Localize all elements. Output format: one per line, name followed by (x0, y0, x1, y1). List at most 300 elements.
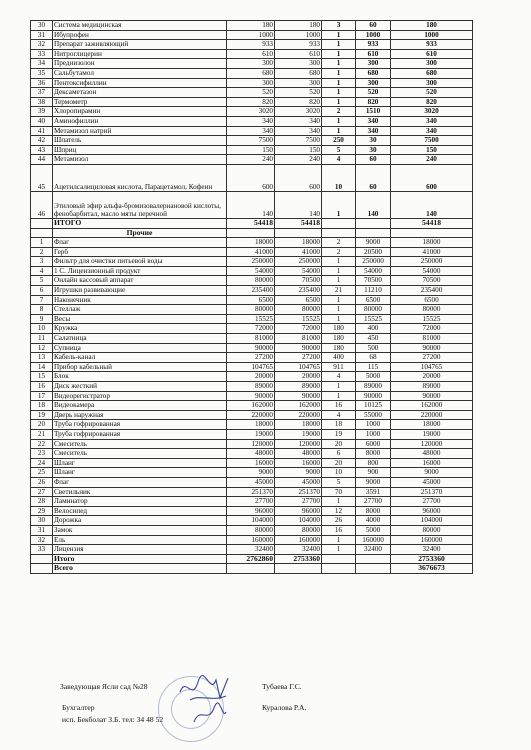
item-name: Прибор кабельный (53, 362, 227, 372)
table-row (31, 286, 473, 296)
planned-amount: 80000 (227, 276, 275, 286)
sum-amount: 27700 (391, 497, 473, 507)
item-name: Сальбутамол (53, 68, 227, 78)
table-row (31, 78, 473, 88)
item-name: Препарат заживляющий (53, 40, 227, 50)
unit-price: 30 (356, 145, 391, 155)
grand-total-label: Всего (53, 564, 227, 574)
sum-amount: 16000 (391, 458, 473, 468)
quantity: 1 (322, 88, 356, 98)
row-number: 37 (31, 88, 53, 98)
actual-amount: 54000 (275, 266, 322, 276)
total-planned: 2762860 (227, 554, 275, 564)
sum-amount: 32400 (391, 545, 473, 555)
actual-amount: 48000 (275, 449, 322, 459)
table-row (31, 487, 473, 497)
item-name: Шланг (53, 468, 227, 478)
actual-amount: 96000 (275, 506, 322, 516)
item-name: Фильтр для очистки питьевой воды (53, 257, 227, 267)
planned-amount: 140 (227, 191, 275, 218)
sum-amount: 120000 (391, 439, 473, 449)
item-name: Ацетилсалициловая кислота, Парацетамол, Кофеин (53, 164, 227, 191)
row-number: 45 (31, 164, 53, 191)
planned-amount: 340 (227, 116, 275, 126)
quantity: 2 (322, 247, 356, 257)
planned-amount: 18000 (227, 420, 275, 430)
quantity: 70 (322, 487, 356, 497)
actual-amount: 72000 (275, 324, 322, 334)
quantity: 1 (322, 116, 356, 126)
unit-price: 9000 (356, 477, 391, 487)
actual-amount: 70500 (275, 276, 322, 286)
unit-price: 3591 (356, 487, 391, 497)
sum-amount: 820 (391, 97, 473, 107)
sum-amount: 80000 (391, 305, 473, 315)
item-name: Метамизол (53, 155, 227, 165)
planned-amount: 48000 (227, 449, 275, 459)
sum-amount: 610 (391, 49, 473, 59)
row-number: 10 (31, 324, 53, 334)
table-row (31, 247, 473, 257)
actual-amount: 6500 (275, 295, 322, 305)
executor-contact: исп. Бекболат З.Б. тел: 34 48 52 (62, 715, 164, 724)
total-price (356, 554, 391, 564)
total-quantity (322, 554, 356, 564)
unit-price: 80000 (356, 305, 391, 315)
table-row (31, 88, 473, 98)
accountant-title: Бухгалтер (62, 703, 95, 712)
item-name: Хлоропирамин (53, 107, 227, 117)
sum-amount: 54000 (391, 266, 473, 276)
unit-price: 5000 (356, 372, 391, 382)
actual-amount: 32400 (275, 545, 322, 555)
item-name: Флаг (53, 238, 227, 248)
item-name: Видеорегистратор (53, 391, 227, 401)
row-number: 22 (31, 439, 53, 449)
row-number: 27 (31, 487, 53, 497)
actual-amount: 180 (275, 21, 322, 31)
row-number: 26 (31, 477, 53, 487)
row-number: 24 (31, 458, 53, 468)
item-name: Пентоксифиллин (53, 78, 227, 88)
actual-amount: 19000 (275, 429, 322, 439)
unit-price: 5000 (356, 525, 391, 535)
table-row (31, 468, 473, 478)
planned-amount: 610 (227, 49, 275, 59)
item-name: Светильник (53, 487, 227, 497)
row-number: 19 (31, 410, 53, 420)
actual-amount: 15525 (275, 314, 322, 324)
item-name: Флаг (53, 477, 227, 487)
row-number: 5 (31, 276, 53, 286)
table-row (31, 97, 473, 107)
table-row (31, 145, 473, 155)
planned-amount: 933 (227, 40, 275, 50)
unit-price: 27700 (356, 497, 391, 507)
table-row (31, 191, 473, 218)
row-number: 40 (31, 116, 53, 126)
quantity: 1 (322, 126, 356, 136)
row-number: 23 (31, 449, 53, 459)
head-title: Заведующая Ясли сад №28 (60, 682, 148, 691)
quantity: 1 (322, 30, 356, 40)
grand-total-quantity (322, 564, 356, 574)
subtotal-actual: 54418 (275, 218, 322, 228)
quantity: 4 (322, 155, 356, 165)
planned-amount: 27700 (227, 497, 275, 507)
row-number (31, 218, 53, 228)
quantity: 6 (322, 449, 356, 459)
quantity: 1 (322, 97, 356, 107)
table-row (31, 458, 473, 468)
sum-amount: 520 (391, 88, 473, 98)
quantity: 1 (322, 78, 356, 88)
unit-price: 54000 (356, 266, 391, 276)
sum-amount: 251370 (391, 487, 473, 497)
row-number: 41 (31, 126, 53, 136)
actual-amount: 160000 (275, 535, 322, 545)
unit-price: 9000 (356, 238, 391, 248)
head-name: Тубаева Г.С. (262, 682, 302, 691)
actual-amount: 140 (275, 191, 322, 218)
sum-amount: 81000 (391, 334, 473, 344)
unit-price: 11210 (356, 286, 391, 296)
quantity: 1 (322, 68, 356, 78)
sum-amount: 9000 (391, 468, 473, 478)
actual-amount: 610 (275, 49, 322, 59)
actual-amount: 340 (275, 126, 322, 136)
quantity: 2 (322, 107, 356, 117)
item-name: Блок (53, 372, 227, 382)
sum-amount: 1000 (391, 30, 473, 40)
table-row (31, 136, 473, 146)
unit-price: 340 (356, 126, 391, 136)
grand-total-planned (227, 564, 275, 574)
planned-amount: 45000 (227, 477, 275, 487)
quantity: 4 (322, 410, 356, 420)
quantity: 2 (322, 238, 356, 248)
item-name: Дверь наружная (53, 410, 227, 420)
item-name: Метамизол натрий (53, 126, 227, 136)
actual-amount: 820 (275, 97, 322, 107)
table-row (31, 343, 473, 353)
planned-amount: 89000 (227, 382, 275, 392)
unit-price: 8000 (356, 506, 391, 516)
item-name: Супница (53, 343, 227, 353)
row-number: 15 (31, 372, 53, 382)
quantity: 1 (322, 191, 356, 218)
item-name: Лицензия (53, 545, 227, 555)
actual-amount: 89000 (275, 382, 322, 392)
table-row (31, 107, 473, 117)
quantity: 1 (322, 314, 356, 324)
quantity: 1 (322, 295, 356, 305)
quantity: 1 (322, 40, 356, 50)
quantity: 180 (322, 343, 356, 353)
planned-amount: 104765 (227, 362, 275, 372)
unit-price: 300 (356, 78, 391, 88)
quantity: 12 (322, 506, 356, 516)
grand-total-row (31, 564, 473, 574)
sum-amount: 48000 (391, 449, 473, 459)
table-row (31, 40, 473, 50)
actual-amount: 220000 (275, 410, 322, 420)
actual-amount: 150 (275, 145, 322, 155)
sum-amount: 162000 (391, 401, 473, 411)
item-name: Смеситель (53, 439, 227, 449)
quantity: 21 (322, 286, 356, 296)
quantity: 16 (322, 525, 356, 535)
item-name: Герб (53, 247, 227, 257)
row-number: 7 (31, 295, 53, 305)
item-name: Онлайн кассовый аппарат (53, 276, 227, 286)
actual-amount: 520 (275, 88, 322, 98)
table-row (31, 535, 473, 545)
row-number: 32 (31, 40, 53, 50)
expense-table (30, 20, 473, 574)
unit-price: 10125 (356, 401, 391, 411)
item-name: Дорожка (53, 516, 227, 526)
row-number (31, 554, 53, 564)
actual-amount: 104765 (275, 362, 322, 372)
quantity: 911 (322, 362, 356, 372)
total-actual: 2753360 (275, 554, 322, 564)
quantity: 1 (322, 49, 356, 59)
unit-price: 1510 (356, 107, 391, 117)
row-number: 33 (31, 545, 53, 555)
unit-price: 90000 (356, 391, 391, 401)
table-row (31, 238, 473, 248)
unit-price: 30 (356, 136, 391, 146)
quantity: 180 (322, 324, 356, 334)
item-name: Игрушки развивающие (53, 286, 227, 296)
row-number: 29 (31, 506, 53, 516)
row-number: 17 (31, 391, 53, 401)
item-name: Диск жесткий (53, 382, 227, 392)
planned-amount: 340 (227, 126, 275, 136)
sum-amount: 45000 (391, 477, 473, 487)
row-number: 34 (31, 59, 53, 69)
sum-amount: 240 (391, 155, 473, 165)
quantity: 19 (322, 429, 356, 439)
empty-cell (322, 228, 356, 238)
planned-amount: 41000 (227, 247, 275, 257)
planned-amount: 19000 (227, 429, 275, 439)
table-row (31, 257, 473, 267)
actual-amount: 90000 (275, 343, 322, 353)
actual-amount: 933 (275, 40, 322, 50)
row-number: 6 (31, 286, 53, 296)
unit-price: 115 (356, 362, 391, 372)
sum-amount: 104000 (391, 516, 473, 526)
quantity: 5 (322, 145, 356, 155)
sum-amount: 41000 (391, 247, 473, 257)
row-number: 20 (31, 420, 53, 430)
total-row (31, 554, 473, 564)
row-number: 31 (31, 525, 53, 535)
unit-price: 15525 (356, 314, 391, 324)
actual-amount: 90000 (275, 391, 322, 401)
unit-price: 340 (356, 116, 391, 126)
row-number: 11 (31, 334, 53, 344)
row-number: 3 (31, 257, 53, 267)
sum-amount: 18000 (391, 420, 473, 430)
unit-price: 933 (356, 40, 391, 50)
unit-price: 60 (356, 155, 391, 165)
planned-amount: 520 (227, 88, 275, 98)
sum-amount: 160000 (391, 535, 473, 545)
item-name: Труба гофрированная (53, 420, 227, 430)
quantity: 1 (322, 382, 356, 392)
quantity: 16 (322, 401, 356, 411)
planned-amount: 80000 (227, 305, 275, 315)
quantity: 1 (322, 305, 356, 315)
actual-amount: 81000 (275, 334, 322, 344)
row-number: 1 (31, 238, 53, 248)
row-number: 9 (31, 314, 53, 324)
unit-price: 1000 (356, 420, 391, 430)
row-number: 32 (31, 535, 53, 545)
actual-amount: 9000 (275, 468, 322, 478)
sum-amount: 300 (391, 78, 473, 88)
quantity: 1 (322, 257, 356, 267)
table-row (31, 497, 473, 507)
table-row (31, 506, 473, 516)
sum-amount: 96000 (391, 506, 473, 516)
planned-amount: 90000 (227, 343, 275, 353)
planned-amount: 251370 (227, 487, 275, 497)
item-name: Ибупрофен (53, 30, 227, 40)
row-number: 14 (31, 362, 53, 372)
quantity: 26 (322, 516, 356, 526)
row-number: 36 (31, 78, 53, 88)
unit-price: 520 (356, 88, 391, 98)
sum-amount: 27200 (391, 353, 473, 363)
quantity: 250 (322, 136, 356, 146)
planned-amount: 150 (227, 145, 275, 155)
actual-amount: 45000 (275, 477, 322, 487)
item-name: Шприц (53, 145, 227, 155)
sum-amount: 6500 (391, 295, 473, 305)
item-name: Труба гофрированная (53, 429, 227, 439)
sum-amount: 235400 (391, 286, 473, 296)
quantity: 20 (322, 439, 356, 449)
quantity: 1 (322, 497, 356, 507)
item-name: Этиловый эфир альфа-бромизовалериановой кислоты, фенобарбитал, масло мяты перечной (53, 191, 227, 218)
actual-amount: 20000 (275, 372, 322, 382)
sum-amount: 3020 (391, 107, 473, 117)
planned-amount: 820 (227, 97, 275, 107)
sum-amount: 933 (391, 40, 473, 50)
planned-amount: 6500 (227, 295, 275, 305)
unit-price: 60 (356, 21, 391, 31)
item-name: Шланг (53, 458, 227, 468)
sum-amount: 600 (391, 164, 473, 191)
planned-amount: 27200 (227, 353, 275, 363)
sum-amount: 140 (391, 191, 473, 218)
table-row (31, 155, 473, 165)
planned-amount: 162000 (227, 401, 275, 411)
table-row (31, 324, 473, 334)
grand-total-actual (275, 564, 322, 574)
section-row (31, 228, 473, 238)
unit-price: 70500 (356, 276, 391, 286)
actual-amount: 300 (275, 59, 322, 69)
table-row (31, 372, 473, 382)
unit-price: 140 (356, 191, 391, 218)
planned-amount: 20000 (227, 372, 275, 382)
actual-amount: 3020 (275, 107, 322, 117)
table-row (31, 439, 473, 449)
row-number: 13 (31, 353, 53, 363)
accountant-signature (190, 700, 230, 730)
quantity: 1 (322, 276, 356, 286)
sum-amount: 180 (391, 21, 473, 31)
actual-amount: 235400 (275, 286, 322, 296)
row-number: 21 (31, 429, 53, 439)
unit-price: 450 (356, 334, 391, 344)
unit-price: 20500 (356, 247, 391, 257)
quantity: 1 (322, 535, 356, 545)
unit-price: 89000 (356, 382, 391, 392)
item-name: Велосипед (53, 506, 227, 516)
quantity: 180 (322, 334, 356, 344)
total-label: Итого (53, 554, 227, 564)
sum-amount: 680 (391, 68, 473, 78)
item-name: Видеокамера (53, 401, 227, 411)
row-number: 42 (31, 136, 53, 146)
sum-amount: 18000 (391, 238, 473, 248)
planned-amount: 72000 (227, 324, 275, 334)
item-name: Аминофиллин (53, 116, 227, 126)
sum-amount: 89000 (391, 382, 473, 392)
row-number: 8 (31, 305, 53, 315)
row-number: 46 (31, 191, 53, 218)
planned-amount: 240 (227, 155, 275, 165)
item-name: Преднизолон (53, 59, 227, 69)
quantity: 5 (322, 477, 356, 487)
actual-amount: 240 (275, 155, 322, 165)
table-row (31, 30, 473, 40)
subtotal-sum: 54418 (391, 218, 473, 228)
section-title: Прочие (53, 228, 227, 238)
planned-amount: 90000 (227, 391, 275, 401)
sum-amount: 72000 (391, 324, 473, 334)
table-row (31, 420, 473, 430)
unit-price: 1000 (356, 30, 391, 40)
table-row (31, 305, 473, 315)
sum-amount: 20000 (391, 372, 473, 382)
row-number: 31 (31, 30, 53, 40)
quantity: 3 (322, 21, 356, 31)
item-name: Салатница (53, 334, 227, 344)
sum-amount: 7500 (391, 136, 473, 146)
row-number: 18 (31, 401, 53, 411)
planned-amount: 180 (227, 21, 275, 31)
item-name: Наконечник (53, 295, 227, 305)
unit-price: 6000 (356, 439, 391, 449)
unit-price: 500 (356, 343, 391, 353)
grand-total-sum: 3676673 (391, 564, 473, 574)
row-number: 44 (31, 155, 53, 165)
table-row (31, 391, 473, 401)
unit-price: 4000 (356, 516, 391, 526)
table-row (31, 49, 473, 59)
sum-amount: 80000 (391, 525, 473, 535)
planned-amount: 235400 (227, 286, 275, 296)
sum-amount: 104765 (391, 362, 473, 372)
actual-amount: 27200 (275, 353, 322, 363)
